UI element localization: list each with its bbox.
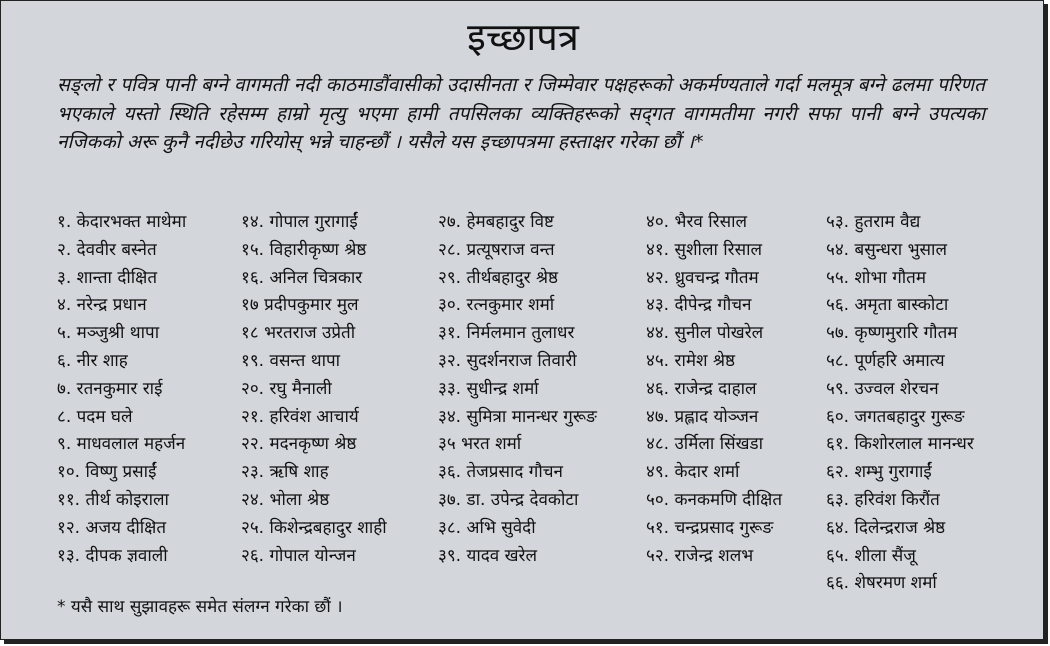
signatory-entry: ३७. डा. उपेन्द्र देवकोटा <box>438 489 579 510</box>
signatory-entry: ३४. सुमित्रा मानन्धर गुरूङ <box>438 406 597 427</box>
signatory-entry: ३५ भरत शर्मा <box>438 434 522 455</box>
signatory-entry: ४६. राजेन्द्र दाहाल <box>646 378 757 399</box>
signatory-entry: ६३. हरिवंश किरौंत <box>826 489 940 510</box>
signatory-entry: २४. भोला श्रेष्ठ <box>241 489 330 510</box>
signatory-entry: ५६. अमृता बास्कोटा <box>826 295 949 316</box>
signatory-entry: ३. शान्ता दीक्षित <box>57 267 158 288</box>
signatory-list-col-1 <box>57 209 186 570</box>
signatory-entry: ३२. सुदर्शनराज तिवारी <box>438 350 577 371</box>
signatory-entry: ६२. शम्भु गुरागाईं <box>826 462 932 483</box>
signatory-entry: ४०. भैरव रिसाल <box>646 212 748 232</box>
signatory-entry: २७. हेमबहादुर विष्ट <box>438 212 554 232</box>
signatory-list-col-3 <box>438 209 597 570</box>
signatory-entry: ३६. तेजप्रसाद गौचन <box>438 462 563 483</box>
signatory-entry: ३९. यादव खरेल <box>438 545 538 566</box>
signatory-entry: ३१. निर्मलमान तुलाधर <box>438 323 575 344</box>
signatory-entry: २३. ऋषि शाह <box>241 462 329 483</box>
signatory-entry: १. केदारभक्त माथेमा <box>57 212 187 232</box>
signatory-entry: ६१. किशोरलाल मानन्धर <box>826 434 974 455</box>
signatory-entry: २९. तीर्थबहादुर श्रेष्ठ <box>438 267 559 288</box>
signatory-entry: ४९. केदार शर्मा <box>646 462 740 483</box>
signatory-entry: ६५. शीला सैंजू <box>826 545 916 566</box>
footnote: * यसै साथ सुझावहरू समेत संलग्न गरेका छौं । <box>57 597 343 617</box>
signatory-entry: ४५. रामेश श्रेष्ठ <box>646 350 736 371</box>
signatory-entry: २. देववीर बस्नेत <box>57 239 157 260</box>
signatory-entry: २५. किशेन्द्रबहादुर शाही <box>241 517 387 538</box>
signatory-list-col-2 <box>241 209 387 570</box>
signatory-entry: ११. तीर्थ कोइराला <box>57 489 169 510</box>
intro-paragraph: सङ्लो र पवित्र पानी बग्ने वागमती नदी काठमाडौंवासीको उदासीनता र जिम्मेवार पक्षहरूको अकर्मण्यताले गर्दा मलमूत्र बग्ने ढलमा परिणत भएकाले यस्तो स्थिति रहेसम्म हाम्रो मृत्यु भएमा हामी तपसिलका व्यक्तिहरूको सद्‌गत वागमतीमा नगरी सफा पानी बग्ने उपत्यका नजिकको अरू कुनै नदीछेउ गरियोस् भन्ने चाहन्छौं । यसैले यस इच्छापत्रमा हस्ताक्षर गरेका छौं ।* <box>57 74 985 153</box>
signatory-entry: १२. अजय दीक्षित <box>57 517 167 538</box>
signatory-entry: २०. रघु मैनाली <box>241 378 332 399</box>
signatory-entry: ५. मञ्जुश्री थापा <box>57 323 160 344</box>
signatory-entry: ३३. सुधीन्द्र शर्मा <box>438 378 539 399</box>
document-title: इच्छापत्र <box>467 15 579 59</box>
signatory-entry: ४. नरेन्द्र प्रधान <box>57 295 147 316</box>
signatory-entry: ४७. प्रह्लाद योञ्जन <box>646 406 759 427</box>
signatory-entry: १९. वसन्त थापा <box>241 350 341 371</box>
signatory-entry: ३८. अभि सुवेदी <box>438 517 536 538</box>
signatory-entry: ८. पदम घले <box>57 406 133 427</box>
signatory-entry: ४३. दीपेन्द्र गौचन <box>646 295 752 316</box>
signatory-entry: ४८. उर्मिला सिंखडा <box>646 434 764 455</box>
signatory-entry: ७. रतनकुमार राई <box>57 378 163 399</box>
signatory-entry: ९. माधवलाल महर्जन <box>57 434 186 455</box>
signatory-entry: २१. हरिवंश आचार्य <box>241 406 359 427</box>
signatory-entry: १३. दीपक ज्ञवाली <box>57 545 168 566</box>
signatory-entry: ५४. बसुन्धरा भुसाल <box>826 239 947 260</box>
signatory-entry: ४४. सुनील पोखरेल <box>646 323 764 344</box>
signatory-entry: १६. अनिल चित्रकार <box>241 267 363 288</box>
signatory-entry: ६. नीर शाह <box>57 350 128 371</box>
signatory-list-col-5 <box>826 209 974 598</box>
signatory-entry: ५५. शोभा गौतम <box>826 267 927 288</box>
signatory-entry: १७ प्रदीपकुमार मुल <box>241 295 359 316</box>
signatory-entry: ५२. राजेन्द्र शलभ <box>646 545 754 566</box>
signatory-entry: ६६. शेषरमण शर्मा <box>826 573 937 594</box>
signatory-entry: २२. मदनकृष्ण श्रेष्ठ <box>241 434 357 455</box>
signatory-list-col-4 <box>646 209 782 570</box>
signatory-entry: २८. प्रत्यूषराज वन्त <box>438 239 555 260</box>
signatory-entry: ५३. हुतराम वैद्य <box>826 212 921 232</box>
signatory-entry: २६. गोपाल योन्जन <box>241 545 356 566</box>
signatory-entry: ६४. दिलेन्द्रराज श्रेष्ठ <box>826 517 946 538</box>
signatory-entry: ५१. चन्द्रप्रसाद गुरूङ <box>646 517 774 538</box>
signatory-entry: ५८. पूर्णहरि अमात्य <box>826 350 945 371</box>
signatory-entry: १५. विहारीकृष्ण श्रेष्ठ <box>241 239 367 260</box>
signatory-entry: ४१. सुशीला रिसाल <box>646 239 763 260</box>
signatory-entry: ४२. ध्रुवचन्द्र गौतम <box>646 267 759 288</box>
signatory-entry: १८ भरतराज उप्रेती <box>241 323 356 344</box>
signatory-entry: ६०. जगतबहादुर गुरूङ <box>826 406 965 427</box>
signatory-entry: ५७. कृष्णमुरारि गौतम <box>826 323 958 344</box>
signatory-entry: ३०. रत्नकुमार शर्मा <box>438 295 555 316</box>
signatory-entry: ५९. उज्वल शेरचन <box>826 378 939 399</box>
signatory-entry: ५०. कनकमणि दीक्षित <box>646 489 783 510</box>
signatory-entry: १४. गोपाल गुरागाईं <box>241 212 358 232</box>
signatory-entry: १०. विष्णु प्रसाईं <box>57 462 157 483</box>
